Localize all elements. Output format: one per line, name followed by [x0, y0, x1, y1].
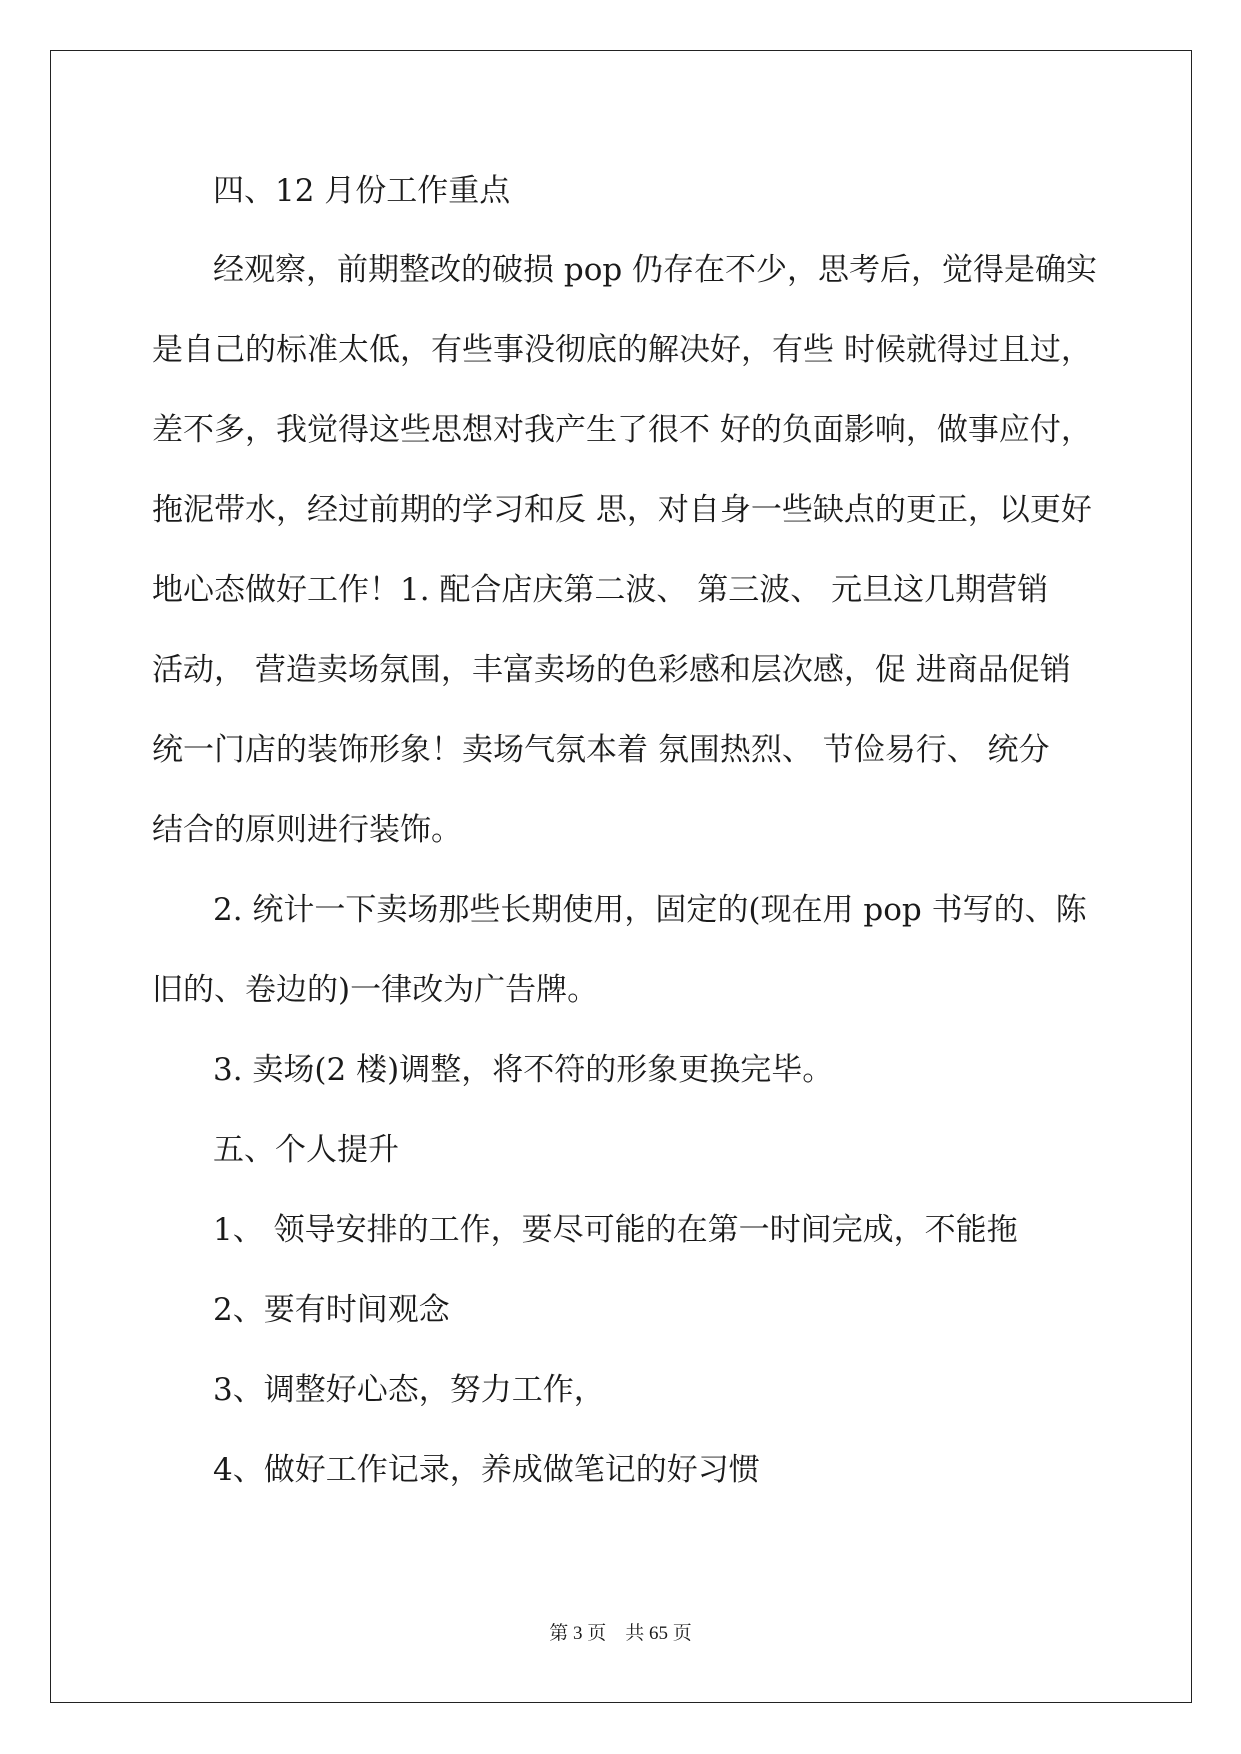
paragraph-line: 地心态做好工作！1. 配合店庆第二波、 第三波、 元旦这几期营销 — [152, 572, 1049, 608]
section-heading: 四、12 月份工作重点 — [213, 173, 511, 209]
list-item: 3、调整好心态，努力工作， — [213, 1372, 605, 1408]
list-item: 2、要有时间观念 — [213, 1292, 450, 1328]
paragraph-line: 差不多，我觉得这些思想对我产生了很不 好的负面影响，做事应付， — [152, 412, 1092, 448]
list-item: 4、做好工作记录，养成做笔记的好习惯 — [213, 1452, 760, 1488]
paragraph-line: 2. 统计一下卖场那些长期使用，固定的(现在用 pop 书写的、陈 — [213, 892, 1087, 928]
section-heading: 五、个人提升 — [213, 1132, 399, 1168]
paragraph-line: 旧的、卷边的)一律改为广告牌。 — [152, 972, 599, 1008]
page-number-footer: 第 3 页 共 65 页 — [549, 1623, 692, 1644]
paragraph-line: 3. 卖场(2 楼)调整，将不符的形象更换完毕。 — [213, 1052, 834, 1088]
paragraph-line: 活动， 营造卖场氛围，丰富卖场的色彩感和层次感，促 进商品促销 — [152, 652, 1071, 688]
paragraph-line: 结合的原则进行装饰。 — [152, 812, 462, 848]
paragraph-line: 拖泥带水，经过前期的学习和反 思，对自身一些缺点的更正，以更好 — [152, 492, 1092, 528]
paragraph-line: 统一门店的装饰形象！卖场气氛本着 氛围热烈、 节俭易行、 统分 — [152, 732, 1050, 768]
paragraph-line: 经观察，前期整改的破损 pop 仍存在不少，思考后，觉得是确实 — [213, 252, 1098, 288]
paragraph-line: 是自己的标准太低，有些事没彻底的解决好，有些 时候就得过且过， — [152, 332, 1092, 368]
list-item: 1、 领导安排的工作，要尽可能的在第一时间完成，不能拖 — [213, 1212, 1018, 1248]
